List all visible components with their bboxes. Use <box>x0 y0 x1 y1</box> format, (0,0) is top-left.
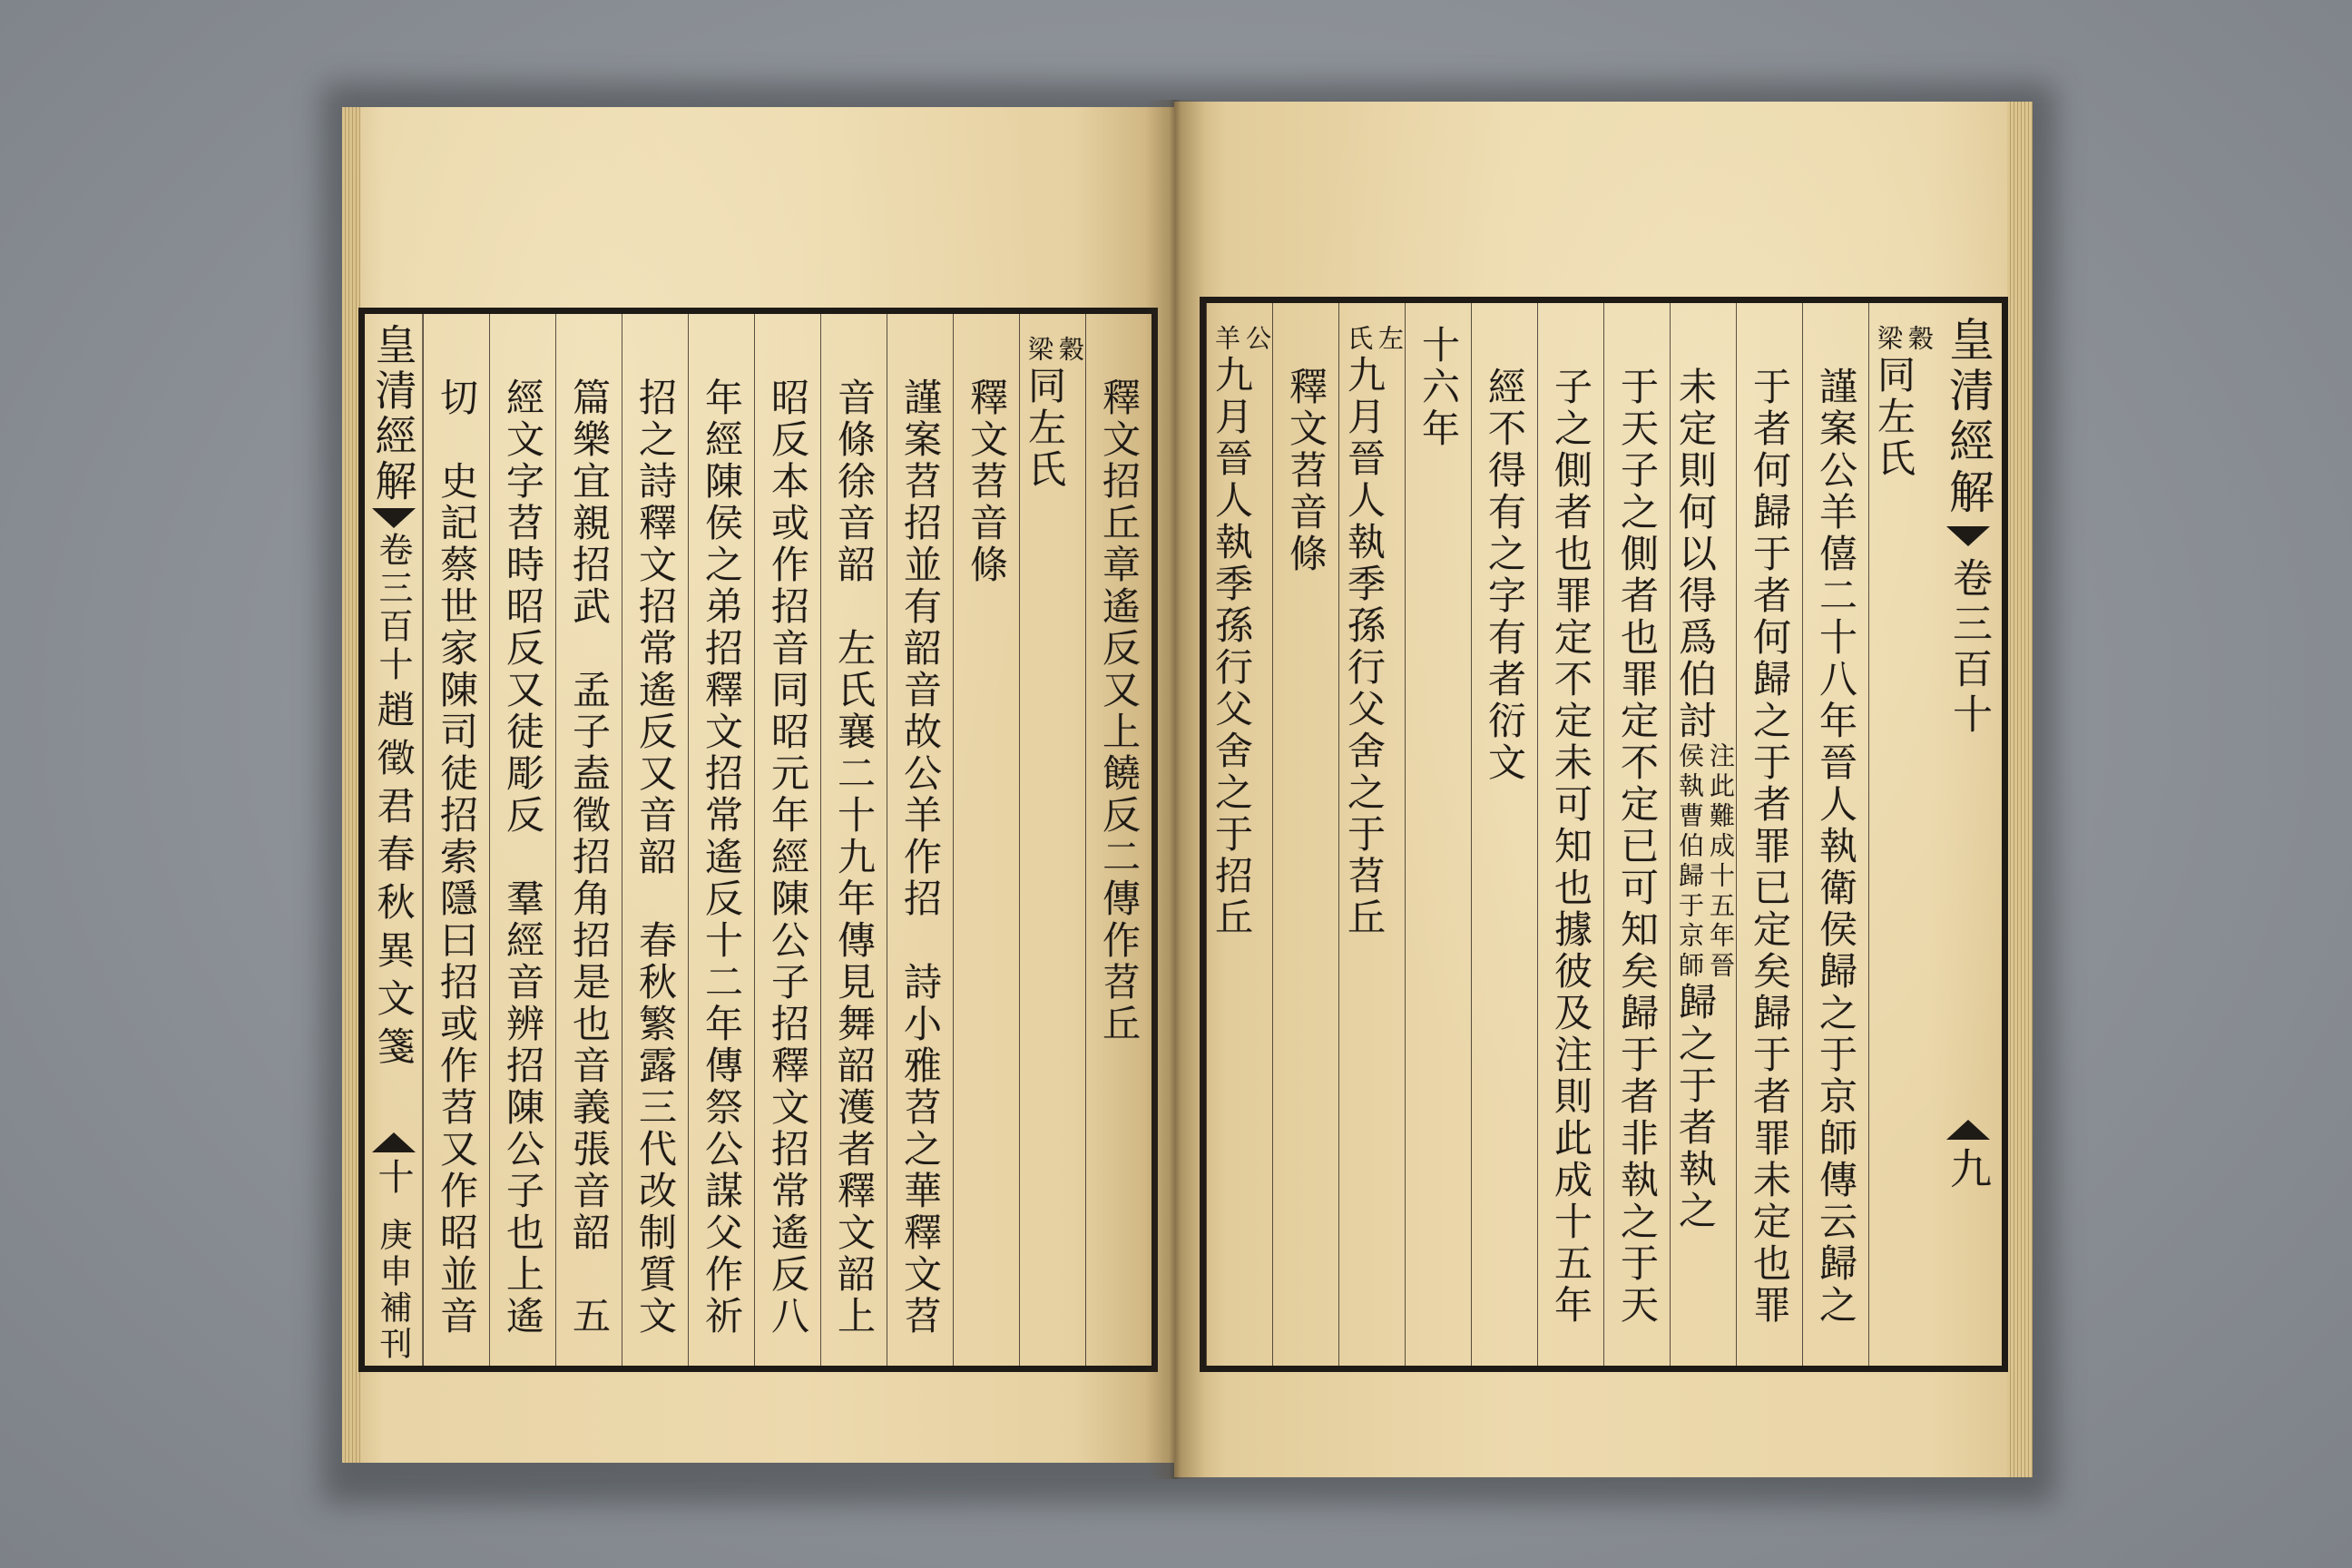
text-column <box>1206 303 1272 1366</box>
note-line-right: 左 <box>1375 325 1405 355</box>
note-line-right: 公 <box>1242 325 1272 355</box>
note-line-left: 梁 <box>1024 336 1054 366</box>
note-line-right: 穀 <box>1055 336 1085 366</box>
fish-tail-mark-icon <box>1946 526 1990 546</box>
text-column <box>688 314 754 1366</box>
note-line-left: 氏 <box>1344 325 1374 355</box>
interlinear-note <box>1674 742 1736 982</box>
text-column <box>887 314 953 1366</box>
column-text: 釋文苕音條 <box>965 377 1009 586</box>
banxin-page-number: 十 <box>372 1158 414 1194</box>
banxin-volume: 卷三百十 <box>1945 557 1992 739</box>
text-column <box>1868 303 1935 1366</box>
column-text: 同左氏 <box>1023 366 1067 491</box>
column-text: 十六年 <box>1416 325 1461 450</box>
text-column <box>1338 303 1405 1366</box>
text-column <box>1471 303 1537 1366</box>
page-edge-stack <box>342 107 360 1463</box>
text-column <box>1272 303 1338 1366</box>
banxin-series-title: 皇清經解 <box>368 323 418 505</box>
column-text: 子之側者也罪定不定未可知也據彼及注則此成十五年 <box>1549 367 1593 1327</box>
column-text: 未定則何以得爲伯討 <box>1673 367 1718 742</box>
text-column <box>1019 314 1085 1366</box>
banxin-series-title: 皇清經解 <box>1942 316 1994 519</box>
fish-tail-mark-icon <box>372 508 416 528</box>
interlinear-note <box>1024 336 1085 366</box>
text-column <box>622 314 688 1366</box>
column-text: 釋文招丘章遙反又上饒反二傳作苕丘 <box>1097 377 1142 1045</box>
column-text: 九月晉人執季孫行父舍之于苕丘 <box>1342 355 1387 939</box>
column-text: 謹案苕招並有韶音故公羊作招 詩小雅苕之華釋文苕 <box>898 377 943 1338</box>
text-column <box>754 314 820 1366</box>
text-column <box>1603 303 1670 1366</box>
banxin-page-number: 九 <box>1944 1147 1993 1189</box>
text-column <box>555 314 622 1366</box>
right-page-frame <box>1200 297 2008 1372</box>
left-page-banxin <box>365 314 423 1366</box>
column-text: 經文字苕時昭反又徒彫反 羣經音辨招陳公子也上遙 <box>501 377 545 1338</box>
text-column <box>489 314 555 1366</box>
text-column <box>1736 303 1802 1366</box>
column-text: 音條徐音韶 左氏襄二十九年傳見舞韶濩者釋文韶上 <box>832 377 877 1338</box>
text-column <box>423 314 489 1366</box>
text-column <box>1670 303 1736 1366</box>
column-text: 昭反本或作招音同昭元年經陳公子招釋文招常遙反八 <box>766 377 810 1338</box>
text-column <box>1085 314 1152 1366</box>
banxin-book-title: 趙徵君春秋異文箋 <box>371 690 416 1074</box>
text-column <box>820 314 887 1366</box>
left-page-frame <box>358 308 1158 1372</box>
column-text: 九月晉人執季孫行父舍之于招丘 <box>1210 355 1254 939</box>
column-text-after-note: 歸之于者執之 <box>1673 982 1718 1232</box>
column-text: 謹案公羊僖二十八年晉人執衛侯歸之于京師傳云歸之 <box>1814 367 1858 1327</box>
right-text-columns <box>1206 303 1935 1366</box>
page-edge-stack <box>2007 102 2033 1477</box>
note-line-left: 侯執曹伯歸于京師 <box>1675 742 1705 982</box>
column-text: 年經陳侯之弟招釋文招常遙反十二年傳祭公謀父作祈 <box>700 377 744 1338</box>
note-line-left: 梁 <box>1874 325 1904 355</box>
column-text: 釋文苕音條 <box>1284 367 1328 575</box>
interlinear-note <box>1210 325 1272 355</box>
text-column <box>953 314 1019 1366</box>
column-text: 經不得有之字有者衍文 <box>1483 367 1527 784</box>
left-text-columns <box>423 314 1152 1366</box>
column-text: 于天子之側者也罪定不定已可知矣歸于者非執之于天 <box>1615 367 1660 1327</box>
note-line-right: 穀 <box>1905 325 1935 355</box>
column-text: 同左氏 <box>1872 355 1916 480</box>
note-line-left: 羊 <box>1211 325 1241 355</box>
banxin-volume: 卷三百十 <box>373 532 413 684</box>
text-column <box>1537 303 1603 1366</box>
right-page-banxin <box>1935 303 2002 1366</box>
fish-tail-mark-icon <box>372 1132 416 1152</box>
interlinear-note <box>1873 325 1935 355</box>
fish-tail-mark-icon <box>1946 1120 1990 1140</box>
text-column <box>1405 303 1471 1366</box>
text-column <box>1802 303 1868 1366</box>
left-page <box>342 107 1174 1463</box>
column-text: 篇樂宜親招武 孟子盍徵招角招是也音義張音韶 五 <box>567 377 612 1338</box>
right-page <box>1174 102 2033 1477</box>
column-text: 招之詩釋文招常遙反又音韶 春秋繁露三代改制質文 <box>633 377 678 1338</box>
note-line-right: 注此難成十五年晉 <box>1706 742 1736 982</box>
column-text: 于者何歸于者何歸之于者罪已定矣歸于者罪未定也罪 <box>1748 367 1792 1327</box>
interlinear-note <box>1343 325 1405 355</box>
column-text: 切 史記蔡世家陳司徒招索隱曰招或作苕又作昭並音 <box>435 377 479 1338</box>
banxin-recut-note: 庚申補刊 <box>375 1218 412 1363</box>
